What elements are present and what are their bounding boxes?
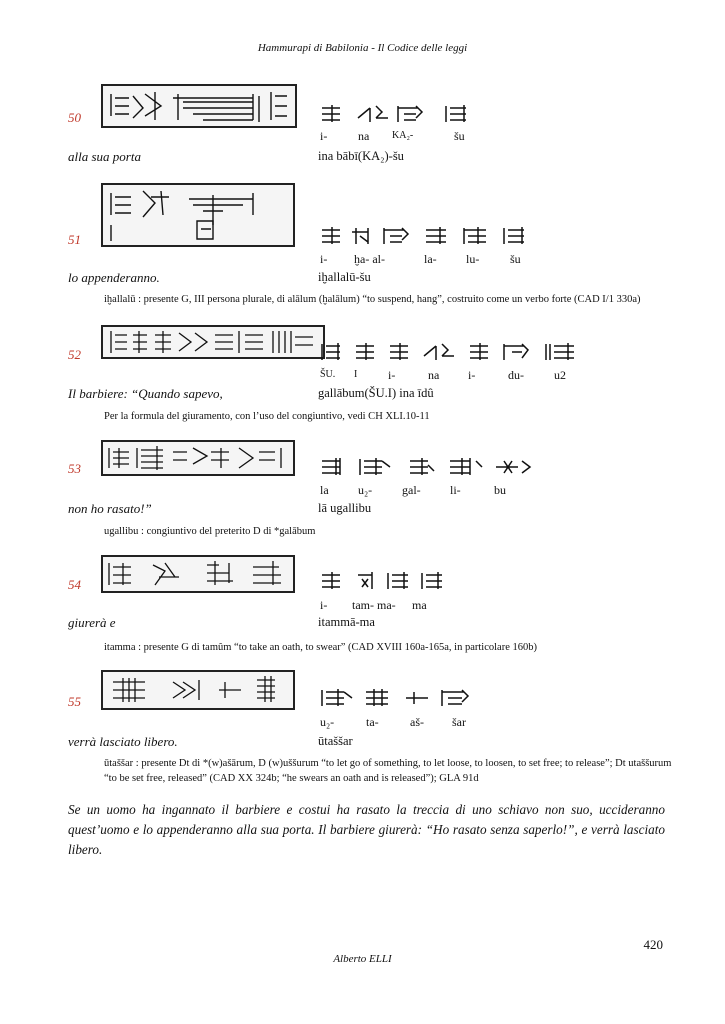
tablet-photo-54 [101,555,295,593]
tablet-photo-51 [101,183,295,247]
line-number-55: 55 [68,694,81,709]
syllable-row-53 [318,483,538,499]
syllable-row-50 [318,129,538,145]
tablet-photo-50 [101,84,297,128]
syllable: lu- [466,252,480,266]
syllable: KA₂- [392,130,414,141]
syllable: la- [424,252,437,266]
normalized-54: itammā-ma [318,615,375,629]
syllable-row-55 [318,715,538,731]
note-51: iḫallalū : presente G, III persona plurale, di alālum (ḫalālum) “to suspend, hang”, costruito come un verbo forte (CAD I/1 330a) [104,294,641,305]
syllable: ta- [366,715,379,729]
translation-52: Il barbiere: “Quando sapevo, [68,386,223,401]
cuneiform-signs-52 [318,340,608,362]
syllable: u2 [554,368,566,382]
normalized-50: ina bābī(KA₂)-šu [318,149,404,163]
syllable: I [354,369,358,380]
syllable: ŠU. [320,369,336,380]
syllable: i- [468,368,476,382]
page-number: 420 [643,937,663,952]
syllable: gal- [402,483,421,497]
syllable: tam- ma- [352,598,396,612]
running-header: Hammurapi di Babilonia - Il Codice delle leggi [257,42,468,54]
syllable: ma [412,598,427,612]
cuneiform-signs-50 [318,102,478,124]
syllable: aš- [410,715,424,729]
syllable: bu [494,483,506,497]
syllable: šu [510,252,521,266]
summary-paragraph: Se un uomo ha ingannato il barbiere e costui ha rasato la treccia di uno schiavo non suo, uccideranno quest’uomo e lo appenderanno alla sua porta. Il barbiere giurerà: “Ho rasato senza saperlo!”, e verrà lasciato libero. [68,802,665,857]
tablet-photo-55 [101,670,295,710]
normalized-55: ūtaššar [318,734,353,748]
line-number-52: 52 [68,347,81,362]
line-number-51: 51 [68,232,81,247]
note-54: itamma : presente G di tamûm “to take an oath, to swear” (CAD XVIII 160a-165a, in particolare 160b) [104,642,537,653]
translation-51: lo appenderanno. [68,270,160,285]
line-number-50: 50 [68,110,81,125]
cuneiform-signs-54 [318,569,448,591]
syllable: šu [454,129,465,143]
tablet-photo-53 [101,440,295,476]
cuneiform-signs-53 [318,455,538,477]
syllable: du- [508,368,524,382]
syllable-row-52 [318,368,598,384]
syllable: la [320,483,329,497]
syllable: šar [452,715,466,729]
note-53: ugallibu : congiuntivo del preterito D di *galābum [104,526,316,537]
syllable: i- [320,598,328,612]
syllable-row-54 [318,598,538,614]
syllable: li- [450,483,461,497]
normalized-51: iḫallalū-šu [318,270,371,284]
normalized-53: lā ugallibu [318,501,372,515]
line-number-54: 54 [68,577,81,592]
translation-55: verrà lasciato libero. [68,734,178,749]
translation-50: alla sua porta [68,149,141,164]
syllable: i- [320,129,328,143]
syllable: i- [320,252,328,266]
tablet-photo-52 [101,325,325,359]
cuneiform-signs-51 [318,224,538,246]
line-number-53: 53 [68,461,81,476]
translation-54: giurerà e [68,615,116,630]
note-52: Per la formula del giuramento, con l’uso del congiuntivo, vedi CH XLI.10-11 [104,411,430,422]
syllable-row-51 [318,252,538,268]
running-footer: Alberto ELLI [333,953,392,965]
syllable: u₂- [320,715,335,729]
syllable: i- [388,368,396,382]
cuneiform-signs-55 [318,686,488,708]
syllable: u₂- [358,483,373,497]
syllable: na [358,129,370,143]
normalized-52: gallābum(ŠU.I) ina īdû [318,386,434,400]
translation-53: non ho rasato!” [68,501,152,516]
syllable: ḫa- al- [354,252,385,266]
note-55: ūtaššar : presente Dt di *(w)ašārum, D (w)uššurum “to let go of something, to let loose, to loosen, to set free; to release”; Dt utaššurum “to be set free, released” (CAD XX 324b; “he swears an oath and is released”); GLA 91d [104,758,672,784]
syllable: na [428,368,440,382]
